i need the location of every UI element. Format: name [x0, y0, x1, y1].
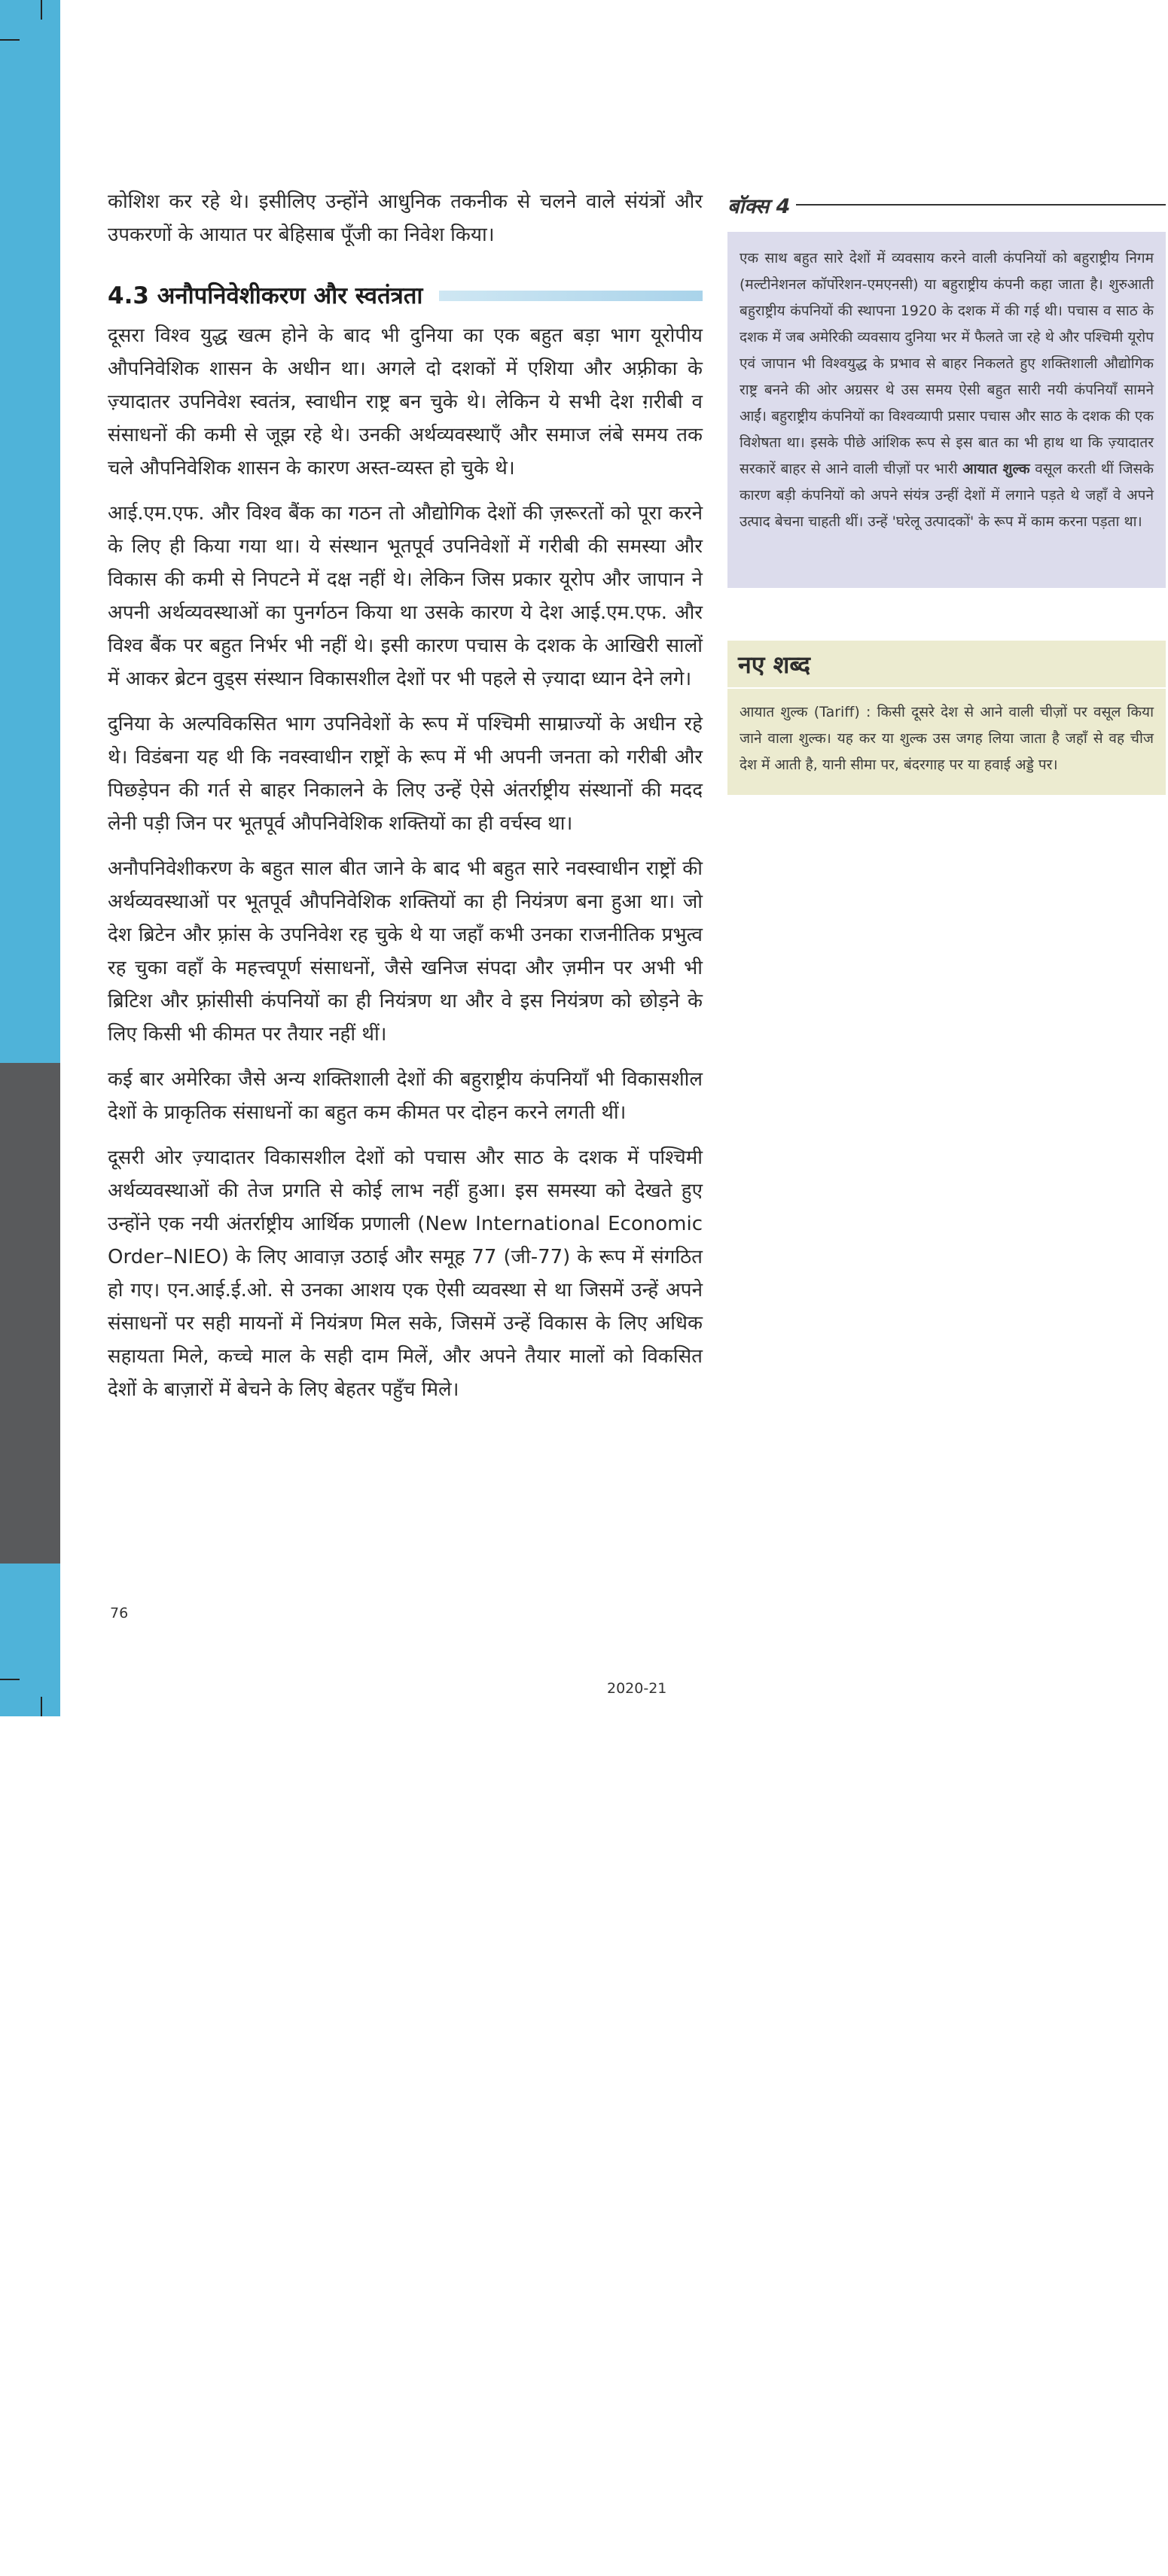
crop-mark-bottom-left-v — [41, 1697, 42, 1716]
body-paragraph: कई बार अमेरिका जैसे अन्य शक्तिशाली देशों की बहुराष्ट्रीय कंपनियाँ भी विकासशील देशों के प्राकृतिक संसाधनों का बहुत कम कीमत पर दोहन करने लगती थीं। — [108, 1068, 703, 1124]
heading-rule — [439, 291, 703, 301]
new-words-term: आयात शुल्क (Tariff) : — [740, 704, 871, 720]
body-paragraph: दूसरा विश्व युद्ध खत्म होने के बाद भी दुनिया का एक बहुत बड़ा भाग यूरोपीय औपनिवेशिक शासन के अधीन था। अगले दो दशकों में एशिया और अफ़्रीका के ज़्यादातर उपनिवेश स्वतंत्र, स्वाधीन राष्ट्र बन चुके थे। लेकिन ये सभी देश ग़रीबी व संसाधनों की कमी से जूझ रहे थे। उनकी अर्थव्यवस्थाएँ और समाज लंबे समय तक चले औपनिवेशिक शासन के कारण अस्त-व्यस्त हो चुके थे। — [108, 324, 703, 480]
side-column — [727, 188, 1166, 795]
sidebar-book-band — [0, 1063, 60, 2576]
crop-mark-bottom-left-h — [0, 1679, 20, 1680]
box4-bold-term: आयात शुल्क — [962, 461, 1030, 477]
intro-paragraph: कोशिश कर रहे थे। इसीलिए उन्होंने आधुनिक तकनीक से चलने वाले संयंत्रों और उपकरणों के आयात पर बेहिसाब पूँजी का निवेश किया। — [108, 190, 703, 246]
new-words-body — [727, 689, 1166, 795]
edition-year: 2020-21 — [607, 1680, 667, 1697]
new-words-definition: किसी दूसरे देश से आने वाली चीज़ों पर वसूल किया जाने वाला शुल्क। यह कर या शुल्क उस जगह लिया जाता है जहाँ से वह चीज देश में आती है, यानी सीमा पर, बंदरगाह पर या हवाई अड्डे पर। — [740, 704, 1154, 773]
main-text-column — [108, 185, 703, 1418]
new-words-title: नए शब्द — [727, 641, 1166, 689]
box4-text-before: एक साथ बहुत सारे देशों में व्यवसाय करने वाली कंपनियों को बहुराष्ट्रीय निगम (मल्टीनेशनल कॉर्पोरेशन-एमएनसी) या बहुराष्ट्रीय कंपनी कहा जाता है। शुरुआती बहुराष्ट्रीय कंपनियों की स्थापना 1920 के दशक में की गई थी। पचास व साठ के दशक में जब अमेरिकी व्यवसाय दुनिया भर में फैलते जा रहे थे और पश्चिमी यूरोप एवं जापान भी विश्वयुद्ध के प्रभाव से बाहर निकलते हुए शक्तिशाली औद्योगिक राष्ट्र बनने की ओर अग्रसर थे उस समय ऐसी बहुत सारी नयी कंपनियाँ सामने आईं। बहुराष्ट्रीय कंपनियों का विश्वव्यापी प्रसार पचास और साठ के दशक की एक विशेषता था। इसके पीछे आंशिक रूप से इस बात का भी हाथ था कि ज़्यादातर सरकारें बाहर से आने वाली चीज़ों पर भारी — [740, 250, 1154, 477]
box4-header — [727, 188, 1166, 221]
crop-mark-top-left-v — [41, 0, 42, 20]
crop-mark-top-left-h — [0, 39, 20, 41]
box4-text-after: वसूल करती थीं जिसके कारण बड़ी कंपनियों को अपने संयंत्र उन्हीं देशों में लगाने पड़ते थे जहाँ वे अपने उत्पाद बेचना चाहती थीं। उन्हें 'घरेलू उत्पादकों' के रूप में काम करना पड़ता था। — [740, 461, 1154, 530]
section-heading-text: 4.3 अनौपनिवेशीकरण और स्वतंत्रता — [108, 282, 423, 309]
box4-title: बॉक्स 4 — [727, 194, 791, 218]
book-title-vertical: भारत और समकालीन विश्व — [23, 2411, 41, 2576]
new-words-box — [727, 641, 1166, 795]
box4-body — [727, 232, 1166, 588]
box4-title-rule — [796, 204, 1166, 206]
section-heading — [108, 277, 703, 315]
body-paragraph: आई.एम.एफ. और विश्व बैंक का गठन तो औद्योगिक देशों की ज़रूरतों को पूरा करने के लिए ही किया गया था। ये संस्थान भूतपूर्व उपनिवेशों में गरीबी की समस्या और विकास की कमी से निपटने में दक्ष नहीं थे। लेकिन जिस प्रकार यूरोप और जापान ने अपनी अर्थव्यवस्थाओं का पुनर्गठन किया था उसके कारण ये देश आई.एम.एफ. और विश्व बैंक पर बहुत निर्भर भी नहीं थे। इसी कारण पचास के दशक के आखिरी सालों में आकर ब्रेटन वुड्स संस्थान विकासशील देशों पर भी पहले से ज़्यादा ध्यान देने लगे। — [108, 502, 703, 690]
body-paragraph: दूसरी ओर ज़्यादातर विकासशील देशों को पचास और साठ के दशक में पश्चिमी अर्थव्यवस्थाओं की तेज प्रगति से कोई लाभ नहीं हुआ। इस समस्या को देखते हुए उन्होंने एक नयी अंतर्राष्ट्रीय आर्थिक प्रणाली (New International Economic Order–NIEO) के लिए आवाज़ उठाई और समूह 77 (जी-77) के रूप में संगठित हो गए। एन.आई.ई.ओ. से उनका आशय एक ऐसी व्यवस्था से था जिसमें उन्हें अपने संसाधनों पर सही मायनों में नियंत्रण मिल सके, जिसमें उन्हें विकास के लिए अधिक सहायता मिले, कच्चे माल के सही दाम मिलें, और अपने तैयार मालों को विकसित देशों के बाज़ारों में बेचने के लिए बेहतर पहुँच मिले। — [108, 1146, 703, 1401]
body-paragraph: अनौपनिवेशीकरण के बहुत साल बीत जाने के बाद भी बहुत सारे नवस्वाधीन राष्ट्रों की अर्थव्यवस्थाओं पर भूतपूर्व औपनिवेशिक शक्तियों का ही नियंत्रण बना हुआ था। जो देश ब्रिटेन और फ़्रांस के उपनिवेश रह चुके थे या जहाँ कभी उनका राजनीतिक प्रभुत्व रह चुका वहाँ के महत्त्वपूर्ण संसाधनों, जैसे खनिज संपदा और ज़मीन पर अभी भी ब्रिटिश और फ़्रांसीसी कंपनियों का ही नियंत्रण था और वे इस नियंत्रण को छोड़ने के लिए किसी भी कीमत पर तैयार नहीं थीं। — [108, 857, 703, 1046]
body-paragraph: दुनिया के अल्पविकसित भाग उपनिवेशों के रूप में पश्चिमी साम्राज्यों के अधीन रहे थे। विडंबना यह थी कि नवस्वाधीन राष्ट्रों के रूप में भी अपनी जनता को गरीबी और पिछड़ेपन की गर्त से बाहर निकालने के लिए उन्हें ऐसे अंतर्राष्ट्रीय संस्थानों की मदद लेनी पड़ी जिन पर भूतपूर्व औपनिवेशिक शक्तियों का ही वर्चस्व था। — [108, 713, 703, 835]
page-number: 76 — [110, 1605, 129, 1621]
